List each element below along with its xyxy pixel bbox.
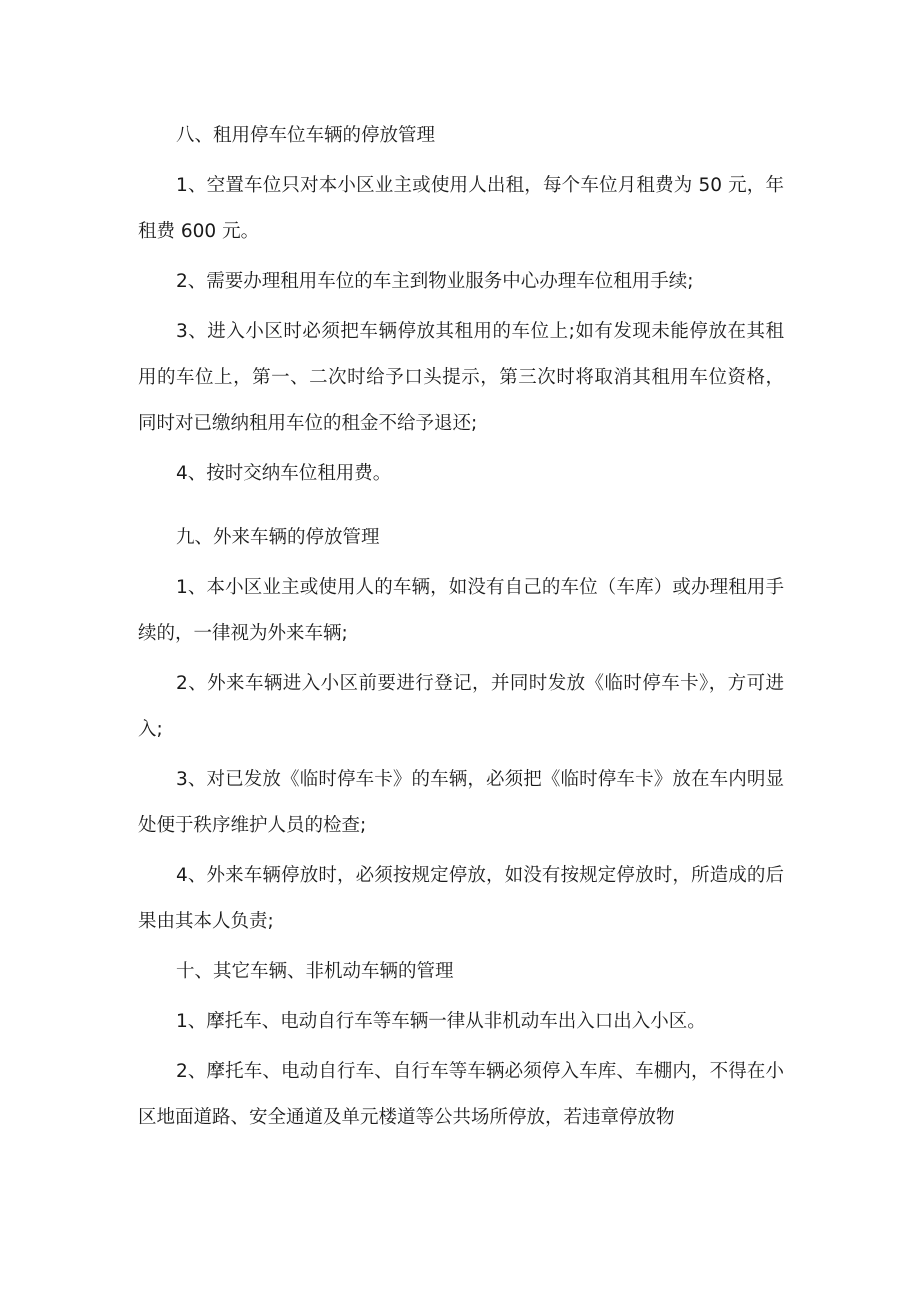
section-visitor-vehicles <box>138 515 784 945</box>
paragraph: 2、需要办理租用车位的车主到物业服务中心办理车位租用手续; <box>176 271 694 292</box>
section-other-vehicles <box>138 949 784 1141</box>
paragraph: 2、外来车辆进入小区前要进行登记，并同时发放《临时停车卡》，方可进入; <box>138 673 784 740</box>
paragraph: 1、摩托车、电动自行车等车辆一律从非机动车出入口出入小区。 <box>176 1011 706 1032</box>
paragraph: 1、空置车位只对本小区业主或使用人出租，每个车位月租费为 50 元，年租费 600 元。 <box>138 175 784 242</box>
section-rented-parking <box>138 113 784 497</box>
paragraph: 3、对已发放《临时停车卡》的车辆，必须把《临时停车卡》放在车内明显处便于秩序维护人员的检查; <box>138 769 784 836</box>
document-body <box>138 113 784 1141</box>
paragraph: 3、进入小区时必须把车辆停放其租用的车位上;如有发现未能停放在其租用的车位上，第一、二次时给予口头提示，第三次时将取消其租用车位资格，同时对已缴纳租用车位的租金不给予退还; <box>138 321 784 434</box>
paragraph: 1、本小区业主或使用人的车辆，如没有自己的车位（车库）或办理租用手续的，一律视为外来车辆; <box>138 577 784 644</box>
paragraph: 2、摩托车、电动自行车、自行车等车辆必须停入车库、车棚内，不得在小区地面道路、安全通道及单元楼道等公共场所停放，若违章停放物 <box>138 1061 784 1128</box>
section-heading: 十、其它车辆、非机动车辆的管理 <box>176 961 454 982</box>
paragraph: 4、按时交纳车位租用费。 <box>176 463 392 484</box>
section-heading: 九、外来车辆的停放管理 <box>176 527 380 548</box>
paragraph: 4、外来车辆停放时，必须按规定停放，如没有按规定停放时，所造成的后果由其本人负责; <box>138 865 784 932</box>
section-heading: 八、租用停车位车辆的停放管理 <box>176 125 436 146</box>
